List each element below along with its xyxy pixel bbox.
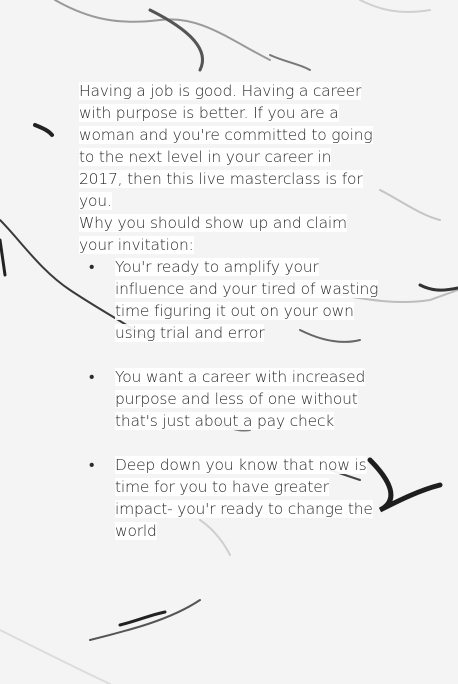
marble-vein [420, 285, 458, 290]
marble-vein [270, 55, 310, 70]
reasons-list [79, 256, 379, 542]
marble-vein [360, 0, 430, 12]
bullet-dot-icon: • [89, 456, 95, 474]
marble-vein [55, 0, 270, 60]
marble-vein [120, 612, 165, 625]
invitation-text-block [79, 80, 379, 564]
bullet-dot-icon: • [89, 368, 95, 386]
intro-paragraph: Having a job is good. Having a career with purpose is better. If you are a woman and you're committed to going to the next level in your career in 2017, then this live masterclass is for you. [79, 82, 373, 210]
marble-vein [370, 460, 440, 510]
marble-vein [90, 600, 200, 640]
bullet-dot-icon: • [89, 258, 95, 276]
marble-vein [380, 190, 440, 220]
marble-vein [35, 125, 52, 135]
list-item: • You'r ready to amplify your influence and your tired of wasting time figuring it out on your own using trial and error [89, 258, 379, 342]
why-heading: Why you should show up and claim your invitation: [79, 214, 347, 254]
list-item: • You want a career with increased purpose and less of one without that's just about a pay check [89, 368, 366, 430]
list-item: • Deep down you know that now is time for you to have greater impact- you'r ready to change the world [89, 456, 373, 540]
marble-vein [0, 240, 5, 275]
